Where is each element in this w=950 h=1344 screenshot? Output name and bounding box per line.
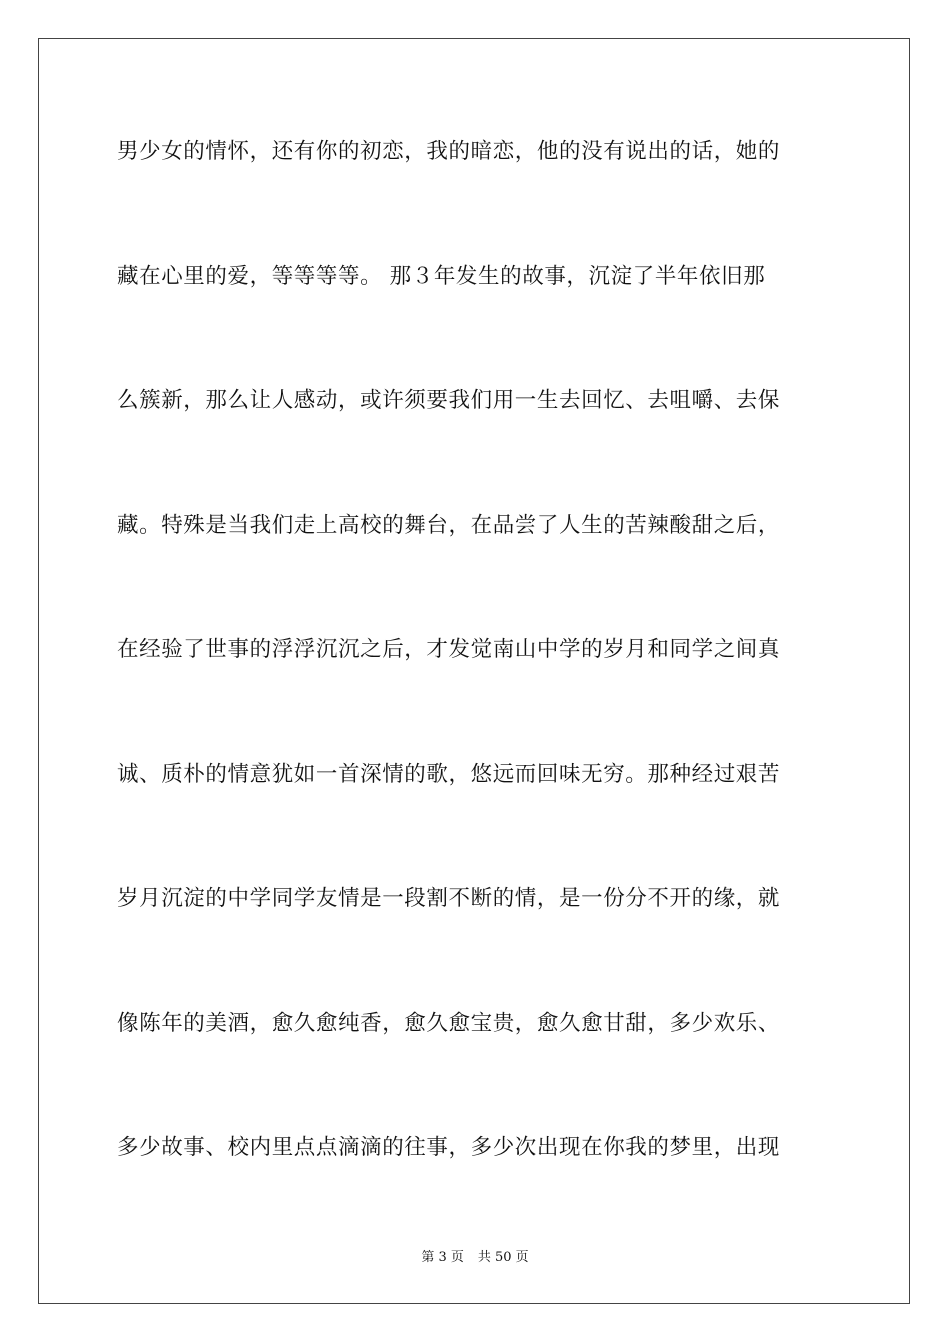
page-total: 共 50 页 <box>477 1250 529 1265</box>
text-line-7: 岁月沉淀的中学同学友情是一段割不断的情，是一份分不开的缘，就 <box>117 886 781 911</box>
text-line-8: 像陈年的美酒，愈久愈纯香，愈久愈宝贵，愈久愈甘甜，多少欢乐、 <box>117 1010 781 1036</box>
page-footer <box>0 1246 950 1265</box>
page-number: 第 3 页 <box>421 1250 464 1265</box>
text-line-1: 男少女的情怀，还有你的初恋，我的暗恋，他的没有说出的话，她的 <box>117 139 781 164</box>
text-line-9: 多少故事、校内里点点滴滴的往事，多少次出现在你我的梦里，出现 <box>117 1135 781 1160</box>
text-line-5: 在经验了世事的浮浮沉沉之后，才发觉南山中学的岁月和同学之间真 <box>117 637 781 662</box>
text-line-4: 藏。特殊是当我们走上高校的舞台，在品尝了人生的苦辣酸甜之后， <box>117 512 781 538</box>
document-body <box>117 130 837 1251</box>
text-line-3: 么簇新，那么让人感动，或许须要我们用一生去回忆、去咀嚼、去保 <box>117 388 781 413</box>
text-line-6: 诚、质朴的情意犹如一首深情的歌，悠远而回味无穷。那种经过艰苦 <box>117 761 781 787</box>
text-line-2: 藏在心里的爱，等等等等。 那３年发生的故事，沉淀了半年依旧那 <box>117 263 766 289</box>
